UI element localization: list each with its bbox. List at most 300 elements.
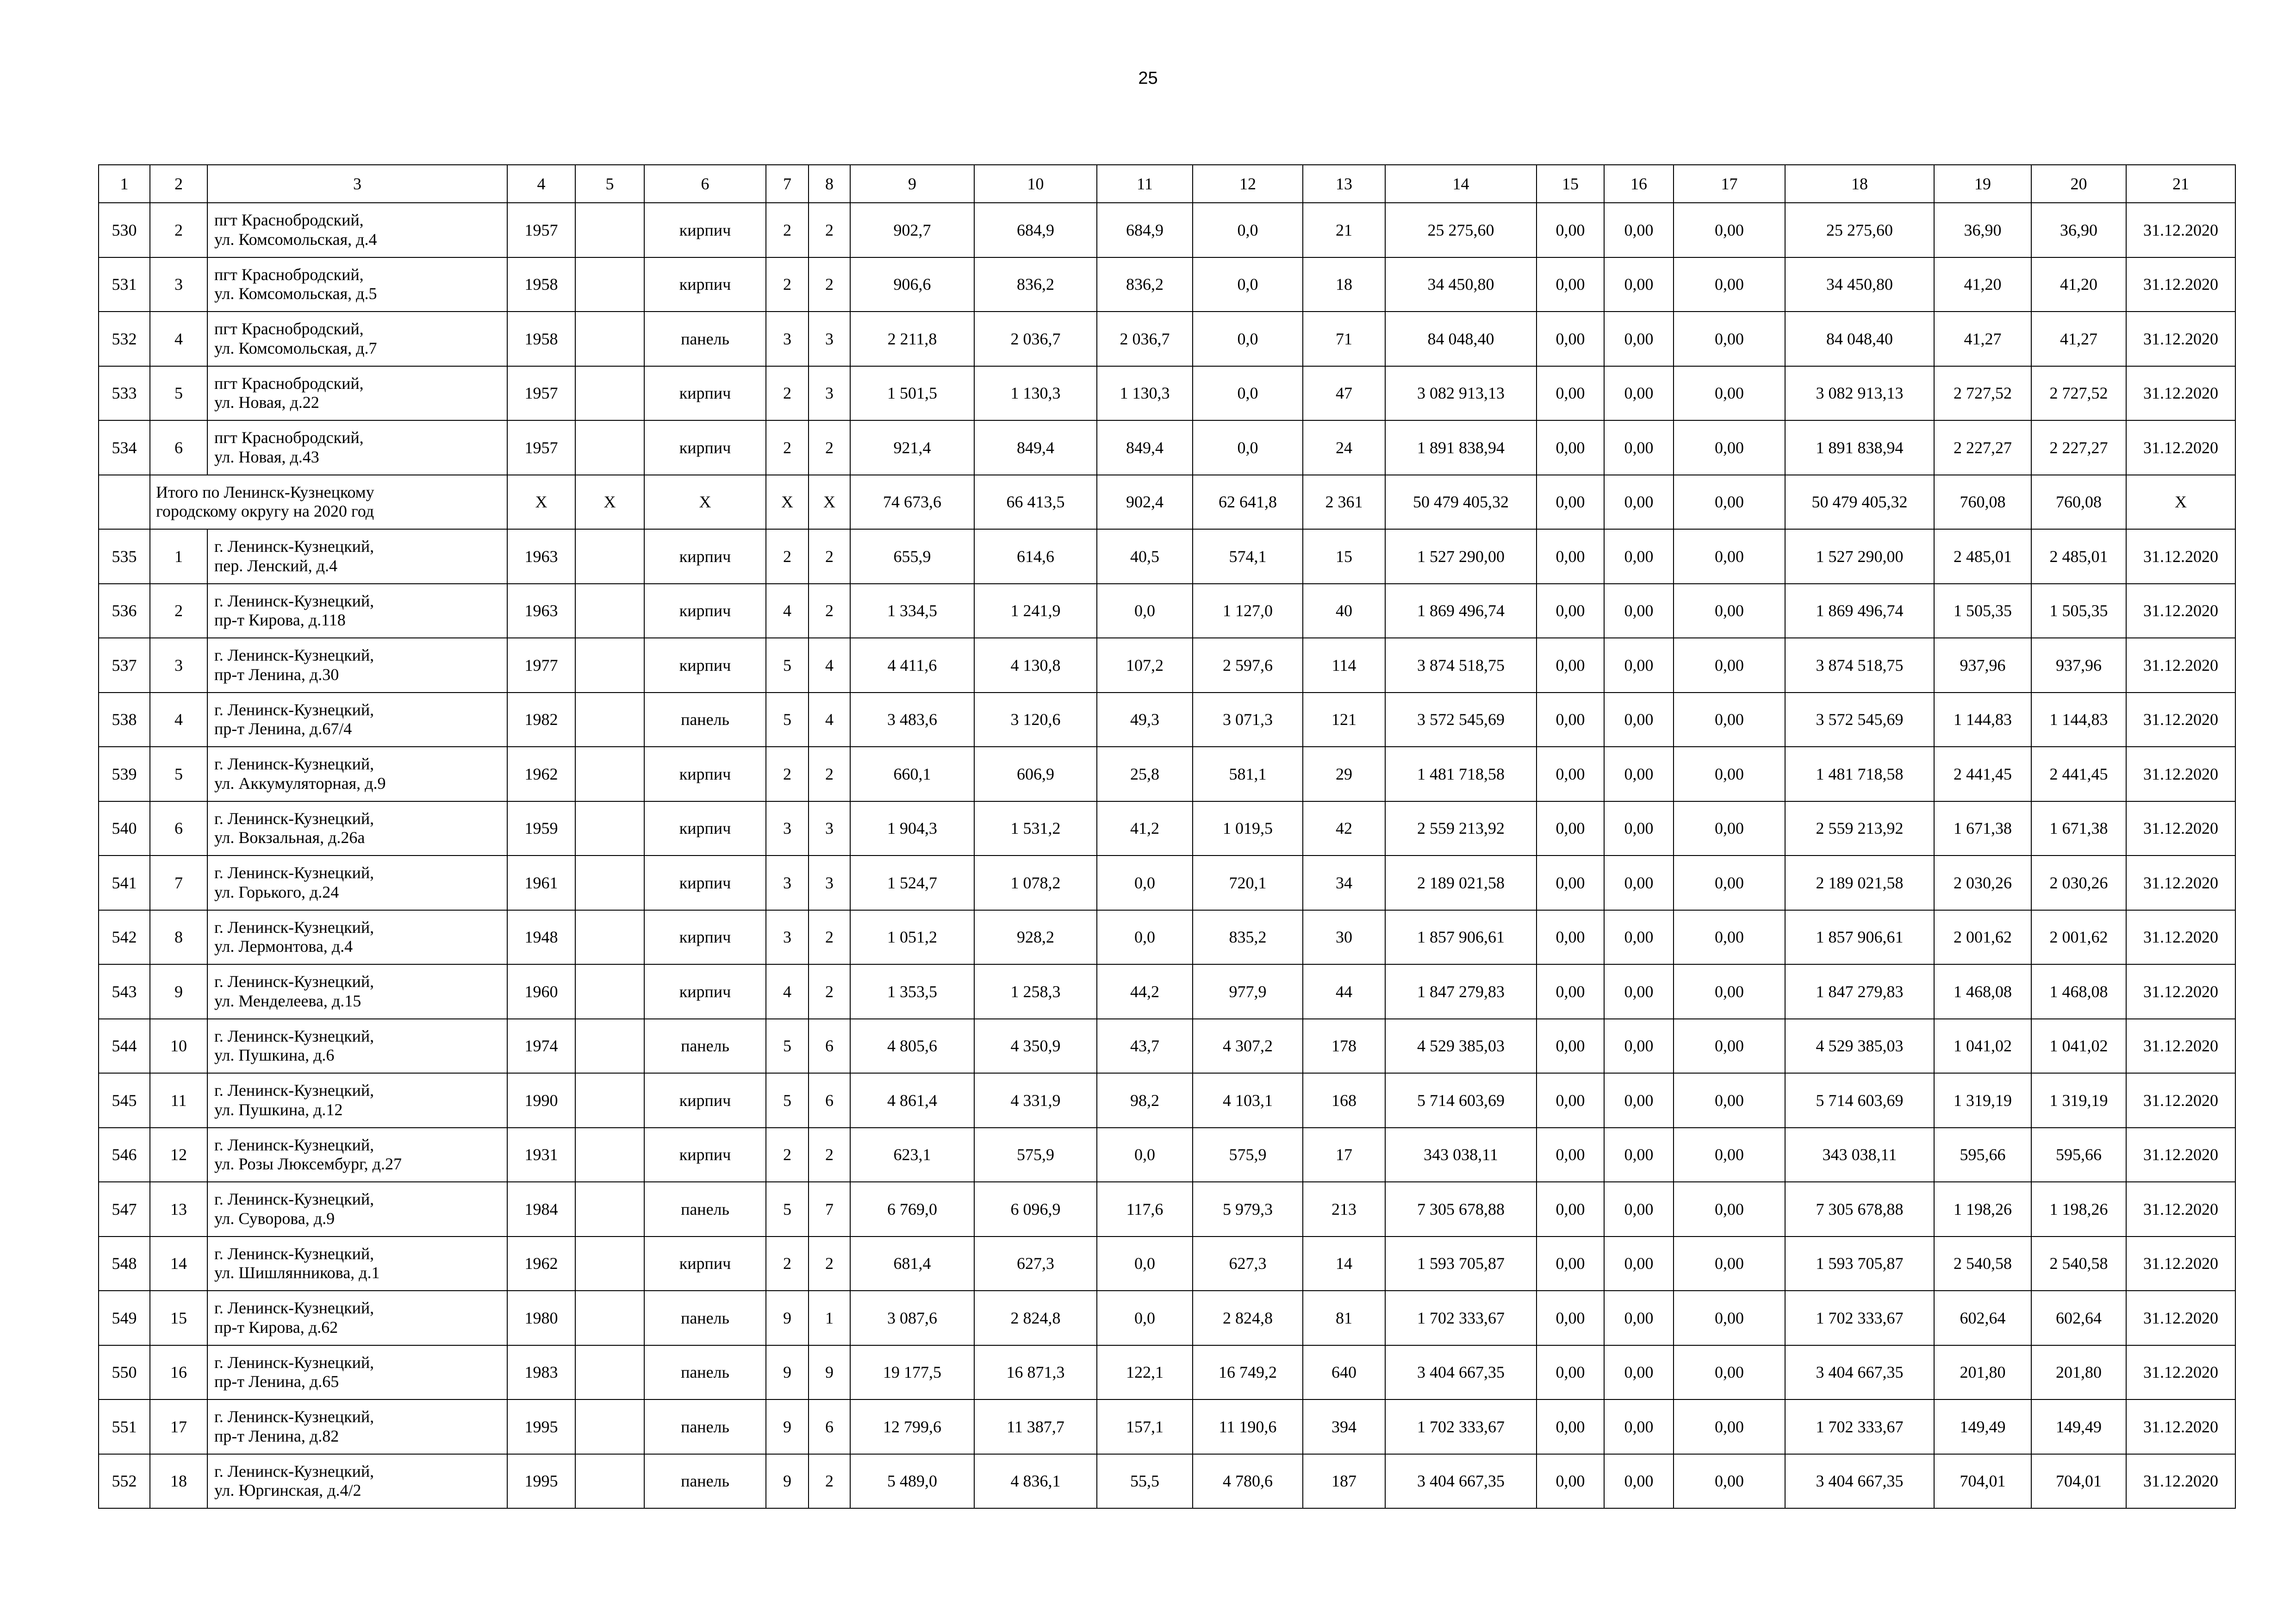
total-row — [99, 475, 2235, 530]
address-street: ул. Новая, д.43 — [214, 447, 319, 466]
deadline: 31.12.2020 — [2126, 1237, 2235, 1291]
total-cost: 84 048,40 — [1385, 312, 1537, 366]
table-row — [99, 1454, 2235, 1509]
floors: 5 — [766, 1182, 809, 1237]
max-cost-per-sqm: 1 468,08 — [2031, 964, 2126, 1019]
address-street: пр-т Ленина, д.82 — [214, 1426, 339, 1445]
wall-material: панель — [644, 1291, 766, 1345]
address-locality: пгт Краснобродский, — [214, 374, 364, 393]
owner-funds: 50 479 405,32 — [1785, 475, 1934, 530]
year-built: 1958 — [507, 312, 575, 366]
address — [207, 1019, 507, 1074]
total-area: 19 177,5 — [850, 1345, 974, 1400]
cost-per-sqm: 1 505,35 — [1934, 584, 2031, 638]
entrances: 3 — [809, 856, 850, 910]
deadline: 31.12.2020 — [2126, 203, 2235, 257]
total-area: 902,7 — [850, 203, 974, 257]
address — [207, 1345, 507, 1400]
private-area: 4 307,2 — [1193, 1019, 1303, 1074]
owner-funds: 84 048,40 — [1785, 312, 1934, 366]
municipal-area: 0,0 — [1097, 1128, 1193, 1182]
residents: 114 — [1303, 638, 1385, 693]
address-street: ул. Розы Люксембург, д.27 — [214, 1155, 402, 1174]
row-number: 541 — [99, 856, 150, 910]
table-row — [99, 1345, 2235, 1400]
private-area: 0,0 — [1193, 366, 1303, 421]
year-built: 1995 — [507, 1399, 575, 1454]
municipal-area: 2 036,7 — [1097, 312, 1193, 366]
fund-cost: 0,00 — [1537, 475, 1604, 530]
deadline: 31.12.2020 — [2126, 801, 2235, 856]
row-number: 551 — [99, 1399, 150, 1454]
row-number: 535 — [99, 529, 150, 584]
table-row — [99, 1019, 2235, 1074]
housing-register-table — [98, 164, 2236, 1509]
living-area: 4 331,9 — [974, 1073, 1097, 1128]
budget-cost: 0,00 — [1604, 420, 1674, 475]
year-built: 1983 — [507, 1345, 575, 1400]
deadline: 31.12.2020 — [2126, 1128, 2235, 1182]
municipal-area: 117,6 — [1097, 1182, 1193, 1237]
residents: 213 — [1303, 1182, 1385, 1237]
fund-cost: 0,00 — [1537, 856, 1604, 910]
entrances: 4 — [809, 638, 850, 693]
address-locality: г. Ленинск-Кузнецкий, — [214, 1407, 374, 1426]
address — [207, 964, 507, 1019]
table-row — [99, 1182, 2235, 1237]
living-area: 614,6 — [974, 529, 1097, 584]
cost-per-sqm: 201,80 — [1934, 1345, 2031, 1400]
living-area: 4 350,9 — [974, 1019, 1097, 1074]
entrances: 6 — [809, 1399, 850, 1454]
budget-cost: 0,00 — [1604, 1073, 1674, 1128]
year-renovated — [575, 203, 644, 257]
cost-per-sqm: 1 671,38 — [1934, 801, 2031, 856]
budget-cost: 0,00 — [1604, 584, 1674, 638]
year-built: 1957 — [507, 366, 575, 421]
fund-cost: 0,00 — [1537, 420, 1604, 475]
address-locality: г. Ленинск-Кузнецкий, — [214, 700, 374, 719]
local-cost: 0,00 — [1674, 638, 1785, 693]
max-cost-per-sqm: 2 030,26 — [2031, 856, 2126, 910]
deadline: 31.12.2020 — [2126, 964, 2235, 1019]
wall-material: кирпич — [644, 366, 766, 421]
address-locality: г. Ленинск-Кузнецкий, — [214, 863, 374, 882]
local-cost: 0,00 — [1674, 801, 1785, 856]
fund-cost: 0,00 — [1537, 1345, 1604, 1400]
fund-cost: 0,00 — [1537, 747, 1604, 801]
total-cost: 1 847 279,83 — [1385, 964, 1537, 1019]
entrances: 3 — [809, 312, 850, 366]
budget-cost: 0,00 — [1604, 964, 1674, 1019]
budget-cost: 0,00 — [1604, 475, 1674, 530]
living-area: 2 036,7 — [974, 312, 1097, 366]
sub-number: 7 — [150, 856, 207, 910]
municipal-area: 0,0 — [1097, 856, 1193, 910]
address — [207, 638, 507, 693]
column-header: 9 — [850, 165, 974, 203]
address — [207, 1237, 507, 1291]
wall-material: кирпич — [644, 1237, 766, 1291]
cost-per-sqm: 41,27 — [1934, 312, 2031, 366]
table-row — [99, 1291, 2235, 1345]
residents: 24 — [1303, 420, 1385, 475]
year-built: 1962 — [507, 1237, 575, 1291]
row-number: 534 — [99, 420, 150, 475]
table-row — [99, 1399, 2235, 1454]
living-area: 1 258,3 — [974, 964, 1097, 1019]
private-area: 1 019,5 — [1193, 801, 1303, 856]
table-row — [99, 529, 2235, 584]
local-cost: 0,00 — [1674, 1128, 1785, 1182]
owner-funds: 343 038,11 — [1785, 1128, 1934, 1182]
total-area: 1 353,5 — [850, 964, 974, 1019]
year-renovated — [575, 1128, 644, 1182]
total-area: 655,9 — [850, 529, 974, 584]
local-cost: 0,00 — [1674, 693, 1785, 747]
fund-cost: 0,00 — [1537, 1182, 1604, 1237]
cost-per-sqm: 2 030,26 — [1934, 856, 2031, 910]
table-row — [99, 910, 2235, 965]
sub-number: 14 — [150, 1237, 207, 1291]
total-cost: 7 305 678,88 — [1385, 1182, 1537, 1237]
sub-number: 2 — [150, 584, 207, 638]
residents: 40 — [1303, 584, 1385, 638]
wall-material: кирпич — [644, 529, 766, 584]
year-built: 1958 — [507, 257, 575, 312]
year-built: 1977 — [507, 638, 575, 693]
address-locality: пгт Краснобродский, — [214, 319, 364, 338]
max-cost-per-sqm: 2 227,27 — [2031, 420, 2126, 475]
entrances: 2 — [809, 529, 850, 584]
row-number: 536 — [99, 584, 150, 638]
cost-per-sqm: 1 468,08 — [1934, 964, 2031, 1019]
row-number: 550 — [99, 1345, 150, 1400]
private-area: 3 071,3 — [1193, 693, 1303, 747]
sub-number: 10 — [150, 1019, 207, 1074]
total-cost: 3 404 667,35 — [1385, 1454, 1537, 1509]
total-area: 3 087,6 — [850, 1291, 974, 1345]
max-cost-per-sqm: 1 319,19 — [2031, 1073, 2126, 1128]
column-number-header — [99, 165, 2235, 203]
budget-cost: 0,00 — [1604, 693, 1674, 747]
address-street: ул. Комсомольская, д.4 — [214, 230, 377, 249]
address — [207, 1454, 507, 1509]
floors: 9 — [766, 1399, 809, 1454]
owner-funds: 5 714 603,69 — [1785, 1073, 1934, 1128]
address — [207, 584, 507, 638]
sub-number: 8 — [150, 910, 207, 965]
total-area: 906,6 — [850, 257, 974, 312]
fund-cost: 0,00 — [1537, 312, 1604, 366]
owner-funds: 1 527 290,00 — [1785, 529, 1934, 584]
floors: 5 — [766, 638, 809, 693]
sub-number: 16 — [150, 1345, 207, 1400]
total-cost: 1 702 333,67 — [1385, 1291, 1537, 1345]
fund-cost: 0,00 — [1537, 529, 1604, 584]
residents: 18 — [1303, 257, 1385, 312]
residents: 394 — [1303, 1399, 1385, 1454]
total-area: 1 501,5 — [850, 366, 974, 421]
deadline: 31.12.2020 — [2126, 856, 2235, 910]
local-cost: 0,00 — [1674, 420, 1785, 475]
address-locality: пгт Краснобродский, — [214, 265, 364, 284]
entrances: 3 — [809, 801, 850, 856]
budget-cost: 0,00 — [1604, 1237, 1674, 1291]
owner-funds: 1 702 333,67 — [1785, 1291, 1934, 1345]
floors: 2 — [766, 529, 809, 584]
entrances: 2 — [809, 1128, 850, 1182]
local-cost: 0,00 — [1674, 366, 1785, 421]
budget-cost: 0,00 — [1604, 1399, 1674, 1454]
floors: 9 — [766, 1345, 809, 1400]
year-renovated — [575, 1073, 644, 1128]
living-area: 849,4 — [974, 420, 1097, 475]
budget-cost: 0,00 — [1604, 910, 1674, 965]
cost-per-sqm: 1 041,02 — [1934, 1019, 2031, 1074]
cost-per-sqm: 2 441,45 — [1934, 747, 2031, 801]
max-cost-per-sqm: 2 540,58 — [2031, 1237, 2126, 1291]
deadline: 31.12.2020 — [2126, 420, 2235, 475]
table-body — [99, 165, 2235, 1508]
sub-number: 2 — [150, 203, 207, 257]
year-built: 1962 — [507, 747, 575, 801]
local-cost: 0,00 — [1674, 1399, 1785, 1454]
total-cost: 1 891 838,94 — [1385, 420, 1537, 475]
deadline: 31.12.2020 — [2126, 910, 2235, 965]
total-area: 6 769,0 — [850, 1182, 974, 1237]
residents: 15 — [1303, 529, 1385, 584]
cost-per-sqm: 602,64 — [1934, 1291, 2031, 1345]
wall-material: X — [644, 475, 766, 530]
floors: 3 — [766, 312, 809, 366]
municipal-area: 1 130,3 — [1097, 366, 1193, 421]
entrances: 2 — [809, 910, 850, 965]
cost-per-sqm: 41,20 — [1934, 257, 2031, 312]
total-area: 4 411,6 — [850, 638, 974, 693]
floors: 3 — [766, 910, 809, 965]
municipal-area: 0,0 — [1097, 1237, 1193, 1291]
max-cost-per-sqm: 595,66 — [2031, 1128, 2126, 1182]
column-header: 10 — [974, 165, 1097, 203]
private-area: 4 780,6 — [1193, 1454, 1303, 1509]
row-number: 531 — [99, 257, 150, 312]
local-cost: 0,00 — [1674, 475, 1785, 530]
deadline: 31.12.2020 — [2126, 529, 2235, 584]
year-renovated — [575, 1399, 644, 1454]
budget-cost: 0,00 — [1604, 638, 1674, 693]
column-header: 6 — [644, 165, 766, 203]
entrances: 6 — [809, 1073, 850, 1128]
total-cost: 5 714 603,69 — [1385, 1073, 1537, 1128]
total-cost: 1 481 718,58 — [1385, 747, 1537, 801]
column-header: 20 — [2031, 165, 2126, 203]
residents: 168 — [1303, 1073, 1385, 1128]
private-area: 581,1 — [1193, 747, 1303, 801]
address — [207, 420, 507, 475]
column-header: 3 — [207, 165, 507, 203]
year-built: 1963 — [507, 529, 575, 584]
fund-cost: 0,00 — [1537, 1291, 1604, 1345]
year-renovated — [575, 257, 644, 312]
row-number: 540 — [99, 801, 150, 856]
year-renovated — [575, 910, 644, 965]
wall-material: панель — [644, 1182, 766, 1237]
table-row — [99, 312, 2235, 366]
private-area: 575,9 — [1193, 1128, 1303, 1182]
max-cost-per-sqm: 602,64 — [2031, 1291, 2126, 1345]
local-cost: 0,00 — [1674, 910, 1785, 965]
residents: 30 — [1303, 910, 1385, 965]
entrances: 6 — [809, 1019, 850, 1074]
max-cost-per-sqm: 41,20 — [2031, 257, 2126, 312]
address-street: ул. Комсомольская, д.7 — [214, 338, 377, 357]
year-renovated — [575, 693, 644, 747]
floors: 5 — [766, 1073, 809, 1128]
owner-funds: 34 450,80 — [1785, 257, 1934, 312]
deadline: 31.12.2020 — [2126, 1454, 2235, 1509]
address — [207, 1182, 507, 1237]
column-header: 21 — [2126, 165, 2235, 203]
year-renovated — [575, 638, 644, 693]
budget-cost: 0,00 — [1604, 1019, 1674, 1074]
residents: 29 — [1303, 747, 1385, 801]
max-cost-per-sqm: 201,80 — [2031, 1345, 2126, 1400]
entrances: 1 — [809, 1291, 850, 1345]
year-built: 1974 — [507, 1019, 575, 1074]
living-area: 4 130,8 — [974, 638, 1097, 693]
private-area: 977,9 — [1193, 964, 1303, 1019]
address-street: пр-т Кирова, д.62 — [214, 1318, 338, 1337]
max-cost-per-sqm: 1 041,02 — [2031, 1019, 2126, 1074]
owner-funds: 25 275,60 — [1785, 203, 1934, 257]
max-cost-per-sqm: 937,96 — [2031, 638, 2126, 693]
floors: 2 — [766, 366, 809, 421]
wall-material: кирпич — [644, 638, 766, 693]
year-renovated — [575, 1182, 644, 1237]
row-number: 544 — [99, 1019, 150, 1074]
residents: 187 — [1303, 1454, 1385, 1509]
address — [207, 801, 507, 856]
budget-cost: 0,00 — [1604, 801, 1674, 856]
cost-per-sqm: 704,01 — [1934, 1454, 2031, 1509]
column-header: 1 — [99, 165, 150, 203]
address-street: ул. Юргинская, д.4/2 — [214, 1481, 361, 1500]
total-label-line: городскому округу на 2020 год — [156, 502, 374, 521]
living-area: 4 836,1 — [974, 1454, 1097, 1509]
column-header: 18 — [1785, 165, 1934, 203]
fund-cost: 0,00 — [1537, 910, 1604, 965]
address-street: ул. Комсомольская, д.5 — [214, 284, 377, 303]
living-area: 11 387,7 — [974, 1399, 1097, 1454]
year-built: 1961 — [507, 856, 575, 910]
living-area: 2 824,8 — [974, 1291, 1097, 1345]
year-renovated — [575, 312, 644, 366]
owner-funds: 1 869 496,74 — [1785, 584, 1934, 638]
address — [207, 693, 507, 747]
municipal-area: 0,0 — [1097, 910, 1193, 965]
fund-cost: 0,00 — [1537, 257, 1604, 312]
deadline: X — [2126, 475, 2235, 530]
entrances: 2 — [809, 203, 850, 257]
total-area: 74 673,6 — [850, 475, 974, 530]
municipal-area: 157,1 — [1097, 1399, 1193, 1454]
floors: 2 — [766, 747, 809, 801]
year-renovated — [575, 1237, 644, 1291]
table-row — [99, 693, 2235, 747]
row-number: 546 — [99, 1128, 150, 1182]
year-built: 1957 — [507, 203, 575, 257]
total-cost: 34 450,80 — [1385, 257, 1537, 312]
table-row — [99, 584, 2235, 638]
wall-material: панель — [644, 1454, 766, 1509]
private-area: 835,2 — [1193, 910, 1303, 965]
year-renovated — [575, 1291, 644, 1345]
cost-per-sqm: 2 485,01 — [1934, 529, 2031, 584]
address — [207, 1399, 507, 1454]
private-area: 720,1 — [1193, 856, 1303, 910]
fund-cost: 0,00 — [1537, 1454, 1604, 1509]
total-area: 660,1 — [850, 747, 974, 801]
address-street: пер. Ленский, д.4 — [214, 556, 337, 575]
entrances: 9 — [809, 1345, 850, 1400]
total-cost: 3 082 913,13 — [1385, 366, 1537, 421]
address-locality: г. Ленинск-Кузнецкий, — [214, 1244, 374, 1263]
address-locality: г. Ленинск-Кузнецкий, — [214, 972, 374, 991]
total-cost: 4 529 385,03 — [1385, 1019, 1537, 1074]
address — [207, 1128, 507, 1182]
wall-material: кирпич — [644, 1073, 766, 1128]
year-built: 1959 — [507, 801, 575, 856]
total-cost: 1 527 290,00 — [1385, 529, 1537, 584]
year-built: 1982 — [507, 693, 575, 747]
budget-cost: 0,00 — [1604, 257, 1674, 312]
owner-funds: 3 874 518,75 — [1785, 638, 1934, 693]
wall-material: кирпич — [644, 257, 766, 312]
residents: 47 — [1303, 366, 1385, 421]
residents: 81 — [1303, 1291, 1385, 1345]
wall-material: кирпич — [644, 420, 766, 475]
owner-funds: 4 529 385,03 — [1785, 1019, 1934, 1074]
address-street: пр-т Ленина, д.67/4 — [214, 719, 352, 738]
municipal-area: 684,9 — [1097, 203, 1193, 257]
address-locality: пгт Краснобродский, — [214, 211, 364, 230]
floors: 2 — [766, 257, 809, 312]
cost-per-sqm: 2 727,52 — [1934, 366, 2031, 421]
wall-material: панель — [644, 1345, 766, 1400]
fund-cost: 0,00 — [1537, 964, 1604, 1019]
fund-cost: 0,00 — [1537, 638, 1604, 693]
column-header: 19 — [1934, 165, 2031, 203]
floors: 4 — [766, 584, 809, 638]
municipal-area: 55,5 — [1097, 1454, 1193, 1509]
fund-cost: 0,00 — [1537, 693, 1604, 747]
page-number: 25 — [1138, 69, 1158, 88]
address-street: пр-т Кирова, д.118 — [214, 611, 346, 630]
fund-cost: 0,00 — [1537, 1237, 1604, 1291]
max-cost-per-sqm: 2 441,45 — [2031, 747, 2126, 801]
sub-number: 13 — [150, 1182, 207, 1237]
table-row — [99, 1073, 2235, 1128]
total-cost: 2 559 213,92 — [1385, 801, 1537, 856]
residents: 2 361 — [1303, 475, 1385, 530]
address-locality: г. Ленинск-Кузнецкий, — [214, 1135, 374, 1154]
sub-number: 6 — [150, 420, 207, 475]
total-area: 4 861,4 — [850, 1073, 974, 1128]
max-cost-per-sqm: 1 198,26 — [2031, 1182, 2126, 1237]
local-cost: 0,00 — [1674, 257, 1785, 312]
deadline: 31.12.2020 — [2126, 257, 2235, 312]
